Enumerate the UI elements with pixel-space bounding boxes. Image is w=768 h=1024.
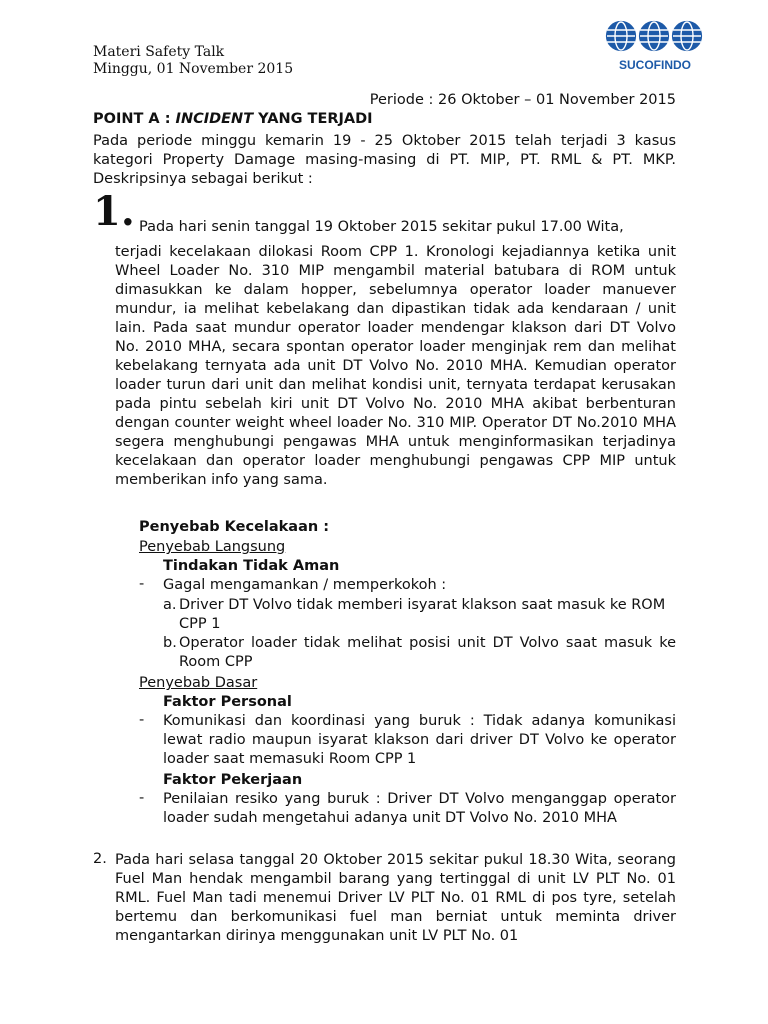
item-b-label: b. [163, 635, 177, 651]
gagal-text: Gagal mengamankan / memperkokoh : [163, 577, 447, 593]
case-1-number: 1. [93, 188, 135, 235]
item-a-text: Driver DT Volvo tidak memberi isyarat klakson saat masuk ke ROM CPP 1 [179, 597, 666, 632]
logo-text: SUCOFINDO [619, 58, 691, 72]
bullet-dash: - [139, 576, 145, 592]
bullet-dash: - [139, 790, 145, 806]
case-1-body: terjadi kecelakaan dilokasi Room CPP 1. Kronologi kejadiannya ketika unit Wheel Loader No. 310 MIP mengambil material batubara di ROM untuk dimasukkan ke dalam hopper, sebelumnya operator loader manuever mundur, ia melihat kebelakang dan dipastikan tidak ada kendaraan / unit lain. Pada saat mundur operator loader mendengar klakson dari DT Volvo No. 2010 MHA, secara spontan operator loader menginjak rem dan melihat kebelakang ternyata ada unit DT Volvo No. 2010 MHA. Kemudian operator loader turun dari unit dan melihat kondisi unit, ternyata terdapat kerusakan pada pintu sebelah kiri unit DT Volvo No. 2010 MHA akibat berbenturan dengan counter weight wheel loader No. 310 MIP. Operator DT No.2010 MHA segera menghubungi pengawas MHA untuk menginformasikan terjadinya kecelakaan dan operator loader menghubungi pengawas CPP MIP untuk memberikan info yang sama. [115, 244, 676, 488]
intro-paragraph: Pada periode minggu kemarin 19 - 25 Oktober 2015 telah terjadi 3 kasus kategori Property Damage masing-masing di PT. MIP, PT. RML & PT. MKP. Deskripsinya sebagai berikut : [93, 133, 676, 187]
case-1-first-line: Pada hari senin tanggal 19 Oktober 2015 sekitar pukul 17.00 Wita, [139, 219, 624, 235]
case-2-body: Pada hari selasa tanggal 20 Oktober 2015 sekitar pukul 18.30 Wita, seorang Fuel Man hendak mengambil barang yang tertinggal di unit LV PLT No. 01 RML. Fuel Man tadi menemui Driver LV PLT No. 01 RML di pos tyre, setelah bertemu dan berkomunikasi fuel man berniat untuk meminta driver mengantarkan dirinya menggunakan unit LV PLT No. 01 [115, 852, 676, 944]
header-title: Materi Safety Talk [93, 44, 225, 60]
faktor-pekerjaan-heading: Faktor Pekerjaan [163, 772, 303, 788]
period-line: Periode : 26 Oktober – 01 November 2015 [369, 92, 676, 108]
header-date: Minggu, 01 November 2015 [93, 61, 294, 77]
faktor-personal-heading: Faktor Personal [163, 694, 292, 710]
bullet-dash: - [139, 712, 145, 728]
penyebab-dasar-heading: Penyebab Dasar [139, 675, 258, 691]
item-a-label: a. [163, 597, 177, 613]
section-heading: POINT A : INCIDENT YANG TERJADI [93, 111, 373, 127]
sucofindo-logo [604, 14, 706, 74]
globe-icon [604, 14, 706, 74]
item-b-text: Operator loader tidak melihat posisi unit DT Volvo saat masuk ke Room CPP [179, 635, 676, 670]
faktor-pekerjaan-text: Penilaian resiko yang buruk : Driver DT Volvo menganggap operator loader sudah mengetahui adanya unit DT Volvo No. 2010 MHA [163, 791, 676, 826]
faktor-personal-text: Komunikasi dan koordinasi yang buruk : Tidak adanya komunikasi lewat radio maupun isyarat klakson dari driver DT Volvo ke operator loader saat memasuki Room CPP 1 [163, 713, 676, 767]
case-2-number: 2. [93, 851, 107, 867]
tindakan-heading: Tindakan Tidak Aman [163, 558, 340, 574]
penyebab-heading: Penyebab Kecelakaan : [139, 519, 330, 535]
penyebab-langsung-heading: Penyebab Langsung [139, 539, 286, 555]
